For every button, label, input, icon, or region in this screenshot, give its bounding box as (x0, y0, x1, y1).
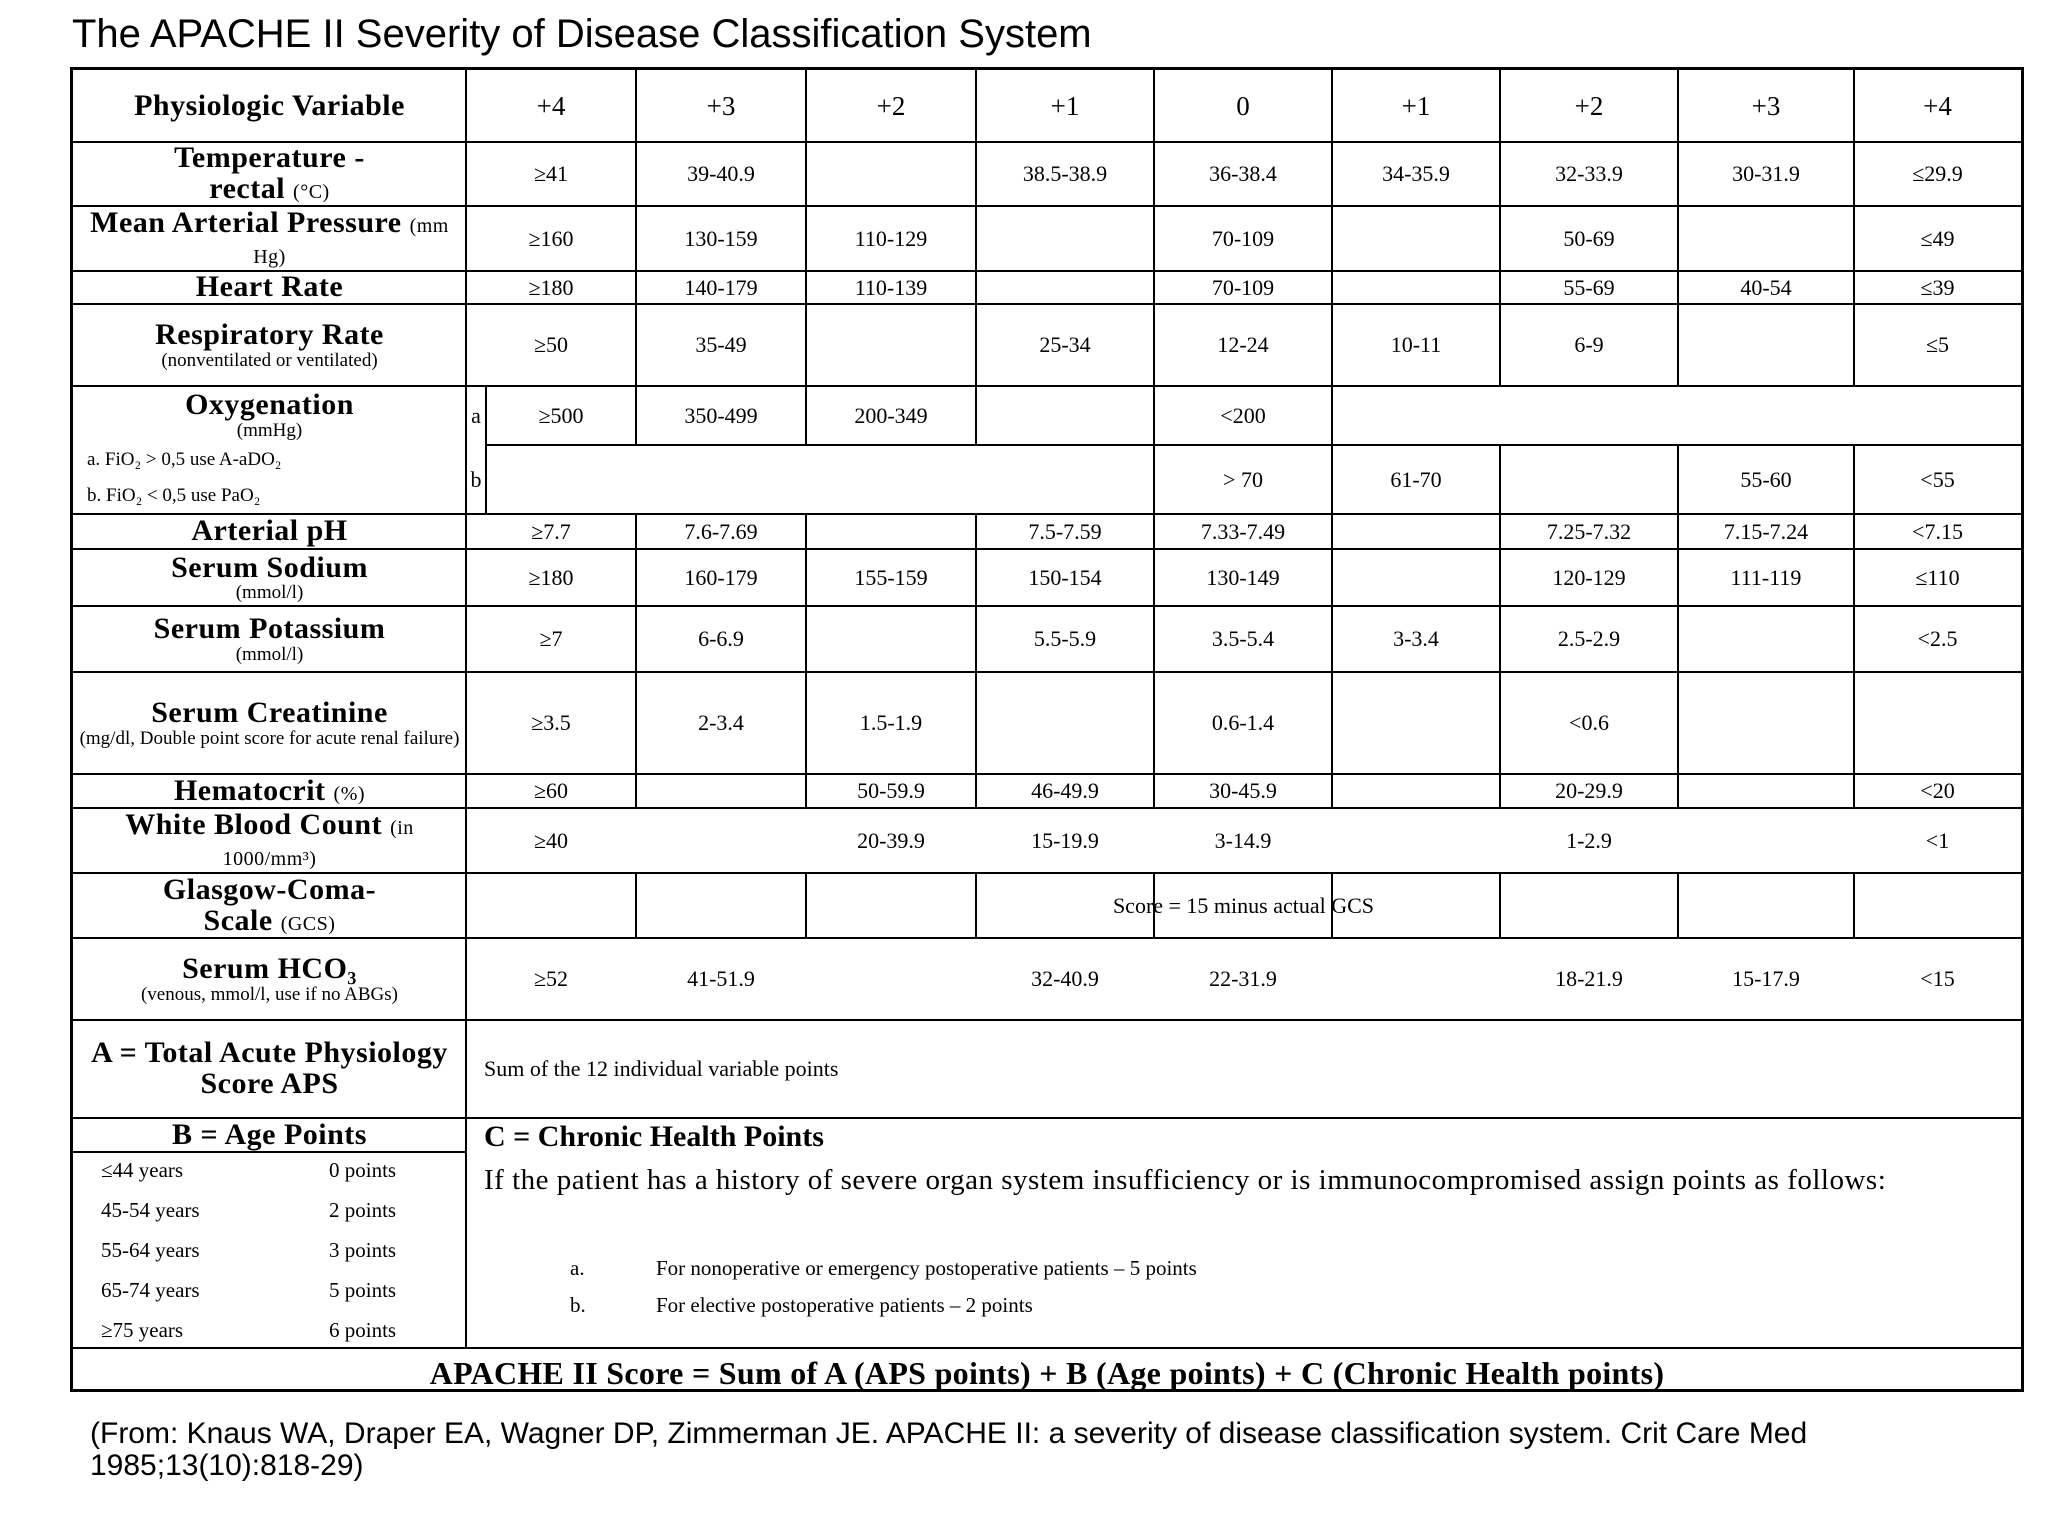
score-cell: ≥7 (539, 626, 563, 651)
score-cell (806, 142, 976, 206)
variable-unit: (venous, mmol/l, use if no ABGs) (140, 983, 399, 1005)
age-range: 55-64 years (101, 1238, 200, 1262)
variable-unit: (mmol/l) (235, 582, 304, 604)
variable-name-cell (73, 304, 466, 386)
score-cell: 7.33-7.49 (1200, 518, 1286, 544)
score-cell: ≤110 (1915, 564, 1960, 590)
variable-unit: (mm Hg) (253, 214, 449, 268)
score-cell: 46-49.9 (1031, 778, 1099, 803)
age-range: ≥75 years (101, 1318, 184, 1342)
score-cell: 38.5-38.9 (1022, 161, 1108, 186)
gcs-rule: Score = 15 minus actual GCS (1112, 892, 1375, 918)
chronic-health-text: If the patient has a history of severe organ system insufficiency or is immunocompromised assign points as follows: (484, 1164, 1887, 1196)
variable-name: Serum Creatinine (151, 696, 388, 730)
score-cell: 20-29.9 (1555, 778, 1623, 803)
age-range: 45-54 years (101, 1198, 200, 1222)
age-range: ≤44 years (101, 1158, 184, 1182)
score-cell: <20 (1920, 778, 1955, 803)
score-cell: ≥52 (533, 966, 569, 991)
score-cell: 34-35.9 (1382, 161, 1450, 186)
oxygenation-b-cell: > 70 (1223, 466, 1263, 492)
score-cell: <0.6 (1569, 710, 1609, 735)
score-cell: 35-49 (695, 332, 747, 357)
age-points: 6 points (329, 1318, 397, 1342)
variable-name: Glasgow-Coma- (162, 873, 377, 906)
citation: (From: Knaus WA, Draper EA, Wagner DP, Zimmerman JE. APACHE II: a severity of disease classification system. Crit Care Med 1985;13(10):818-29) (90, 1417, 1808, 1482)
variable-name: Respiratory Rate (155, 318, 384, 352)
score-cell (1678, 606, 1854, 672)
variable-name: Serum HCO₃ (182, 952, 357, 986)
score-cell: 30-45.9 (1209, 778, 1277, 803)
header-score-5: 0 (1236, 90, 1250, 121)
score-cell: 7.6-7.69 (684, 518, 758, 544)
header-score-3: +2 (876, 90, 906, 121)
score-cell: 111-119 (1730, 564, 1802, 590)
score-cell: 1-2.9 (1566, 827, 1612, 853)
score-cell: 155-159 (854, 564, 928, 590)
age-points: 3 points (329, 1238, 397, 1262)
score-cell: 7.25-7.32 (1546, 518, 1632, 544)
variable-name: Scale (GCS) (203, 903, 336, 937)
chronic-health-title: C = Chronic Health Points (484, 1120, 824, 1153)
score-cell (1678, 774, 1854, 808)
variable-name-cell (73, 386, 466, 456)
score-cell (976, 271, 1154, 304)
variable-name-cell (73, 206, 466, 271)
age-points: 2 points (329, 1198, 397, 1222)
apache-ii-table (70, 67, 2024, 1392)
score-cell: 32-40.9 (1031, 966, 1099, 991)
oxygenation-label-a: a (471, 402, 481, 428)
oxygenation-a-cell: ≥500 (538, 402, 584, 428)
variable-unit: (mmol/l) (235, 643, 304, 665)
variable-unit: (%) (333, 782, 366, 805)
score-cell: <15 (1920, 966, 1955, 991)
header-score-9: +4 (1923, 90, 1952, 121)
aps-rule: Sum of the 12 individual variable points (484, 1056, 839, 1081)
variable-unit: (°C) (293, 181, 330, 203)
document-title: The APACHE II Severity of Disease Classification System (72, 12, 1092, 56)
score-cell (1332, 514, 1500, 549)
score-cell: ≥160 (528, 225, 574, 251)
score-cell: 150-154 (1028, 564, 1102, 590)
header-score-4: +1 (1050, 90, 1080, 121)
score-cell: ≥50 (533, 332, 569, 357)
variable-unit: (nonventilated or ventilated) (161, 349, 378, 371)
score-cell: 3.5-5.4 (1211, 626, 1275, 651)
score-cell: 3-14.9 (1214, 827, 1272, 853)
oxygenation-b-cell: 61-70 (1390, 466, 1442, 492)
apache-ii-score-formula: APACHE II Score = Sum of A (APS points) + B (Age points) + C (Chronic Health points) (429, 1354, 1665, 1391)
variable-name: Mean Arterial Pressure (mm Hg) (90, 206, 449, 268)
score-cell (1854, 672, 2021, 774)
score-cell: ≥41 (533, 161, 569, 186)
variable-name: White Blood Count (in 1000/mm³) (125, 808, 414, 870)
score-cell: 55-69 (1563, 274, 1615, 300)
variable-name-cell (73, 873, 466, 938)
variable-unit: (in 1000/mm³) (222, 816, 414, 870)
score-cell: ≤49 (1920, 225, 1955, 251)
variable-name-cell (73, 774, 466, 808)
aps-label-text: A = Total Acute Physiology Score APS (91, 1036, 448, 1100)
score-cell (1332, 938, 1500, 1020)
header-score-6: +1 (1401, 90, 1431, 121)
header-score-1: +4 (536, 90, 566, 121)
oxygenation-a-cell: 200-349 (854, 402, 928, 428)
oxygenation-a-cell: 350-499 (684, 402, 758, 428)
score-cell: ≥180 (528, 564, 574, 590)
score-cell: 25-34 (1039, 332, 1091, 357)
chronic-item-text: For nonoperative or emergency postoperative patients – 5 points (656, 1256, 1197, 1280)
age-points-title (73, 1118, 466, 1152)
score-cell: ≥180 (528, 274, 574, 300)
score-cell: 22-31.9 (1209, 966, 1277, 991)
score-cell: 5.5-5.9 (1033, 626, 1097, 651)
score-cell: 70-109 (1211, 274, 1275, 300)
score-cell (1332, 549, 1500, 606)
score-cell: 120-129 (1552, 564, 1626, 590)
score-cell: 39-40.9 (687, 161, 755, 186)
age-points-title-text: B = Age Points (172, 1118, 367, 1151)
score-cell (636, 774, 806, 808)
oxygenation-note-b: b. FiO₂ < 0,5 use PaO₂ (87, 485, 261, 506)
variable-name: Heart Rate (195, 271, 344, 304)
score-cell: 2-3.4 (698, 710, 744, 735)
oxygenation-b-cell: 55-60 (1740, 466, 1792, 492)
score-cell (1332, 206, 1500, 271)
variable-name-cell (73, 808, 466, 873)
score-cell (976, 672, 1154, 774)
score-cell (1332, 808, 1500, 873)
variable-name: Arterial pH (191, 514, 348, 548)
variable-name-cell (73, 142, 466, 206)
score-cell: 110-139 (854, 274, 928, 300)
score-cell: 70-109 (1211, 225, 1275, 251)
oxygenation-label-b: b (470, 466, 482, 492)
score-cell: ≥7.7 (531, 518, 571, 544)
score-cell (1678, 672, 1854, 774)
oxygenation-b-cell: <55 (1920, 466, 1955, 492)
score-cell: <7.15 (1912, 518, 1963, 544)
score-cell: ≥3.5 (531, 710, 571, 735)
header-label: Physiologic Variable (134, 88, 405, 122)
score-cell: 20-39.9 (857, 827, 925, 853)
variable-name: Serum Sodium (171, 550, 368, 584)
score-cell: 130-149 (1206, 564, 1280, 590)
oxygenation-a-cell (976, 386, 1154, 445)
score-cell: 7.15-7.24 (1723, 518, 1809, 544)
score-cell: 130-159 (684, 225, 758, 251)
score-cell: 12-24 (1217, 332, 1269, 357)
score-cell: 36-38.4 (1209, 161, 1277, 186)
score-cell: ≤5 (1925, 332, 1950, 357)
age-range: 65-74 years (101, 1278, 200, 1302)
variable-name: Hematocrit (%) (173, 774, 366, 807)
score-cell (1332, 271, 1500, 304)
aps-label (73, 1020, 466, 1118)
score-cell: 160-179 (684, 564, 758, 590)
variable-name-cell (73, 606, 466, 672)
oxygenation-b-cell (1500, 445, 1678, 514)
variable-name: Serum Potassium (153, 612, 386, 646)
score-cell (1678, 206, 1854, 271)
variable-unit: (mmHg) (236, 419, 303, 441)
score-cell: 140-179 (684, 274, 758, 300)
variable-name-cell (73, 514, 466, 549)
score-cell: 40-54 (1740, 274, 1792, 300)
score-cell: ≥60 (533, 778, 569, 803)
chronic-item-label: a. (570, 1256, 585, 1280)
header-physiologic-variable (73, 70, 466, 142)
score-cell: <2.5 (1917, 626, 1958, 651)
header-score-8: +3 (1751, 90, 1781, 121)
oxygenation-a-cell: <200 (1220, 402, 1266, 428)
score-cell (636, 808, 806, 873)
row-divider (73, 1347, 2021, 1349)
score-cell: 15-19.9 (1031, 827, 1099, 853)
variable-name: Oxygenation (185, 388, 354, 421)
score-cell: ≥40 (533, 827, 569, 853)
score-cell (1678, 808, 1854, 873)
score-cell: 0.6-1.4 (1211, 710, 1275, 735)
score-cell: 7.5-7.59 (1028, 518, 1102, 544)
score-cell: 2.5-2.9 (1557, 626, 1621, 651)
score-cell: 1.5-1.9 (859, 710, 923, 735)
oxygenation-note-a: a. FiO₂ > 0,5 use A-aDO₂ (87, 449, 282, 470)
score-cell: 50-69 (1563, 225, 1615, 251)
score-cell (1332, 774, 1500, 808)
score-cell (806, 514, 976, 549)
variable-name-cell (73, 549, 466, 606)
variable-name: rectal (°C) (209, 172, 330, 205)
age-points: 0 points (329, 1158, 397, 1182)
variable-unit: (GCS) (280, 912, 336, 935)
score-cell: 15-17.9 (1732, 966, 1800, 991)
score-cell: ≤39 (1920, 274, 1955, 300)
variable-name-cell (73, 938, 466, 1020)
score-cell (976, 206, 1154, 271)
score-cell: 6-6.9 (698, 626, 744, 651)
score-cell (1678, 304, 1854, 386)
variable-unit: (mg/dl, Double point score for acute renal failure) (79, 727, 460, 749)
age-points: 5 points (329, 1278, 397, 1302)
score-cell (806, 304, 976, 386)
score-cell: ≤29.9 (1912, 161, 1963, 186)
score-cell: 3-3.4 (1393, 626, 1439, 651)
score-cell (806, 938, 976, 1020)
score-cell: 41-51.9 (687, 966, 755, 991)
score-cell: <1 (1925, 827, 1950, 853)
score-cell: 18-21.9 (1555, 966, 1623, 991)
chronic-item-label: b. (570, 1293, 586, 1317)
chronic-item-text: For elective postoperative patients – 2 points (656, 1293, 1033, 1317)
variable-name: Temperature - (174, 142, 365, 175)
score-cell: 32-33.9 (1555, 161, 1623, 186)
score-cell: 110-129 (854, 225, 928, 251)
variable-name-cell (73, 672, 466, 774)
header-score-2: +3 (706, 90, 736, 121)
variable-name-cell (73, 271, 466, 304)
score-cell: 10-11 (1390, 332, 1442, 357)
score-cell: 50-59.9 (857, 778, 925, 803)
score-cell: 6-9 (1574, 332, 1604, 357)
score-cell (1332, 672, 1500, 774)
score-cell: 30-31.9 (1732, 161, 1800, 186)
score-cell (806, 606, 976, 672)
header-score-7: +2 (1574, 90, 1604, 121)
